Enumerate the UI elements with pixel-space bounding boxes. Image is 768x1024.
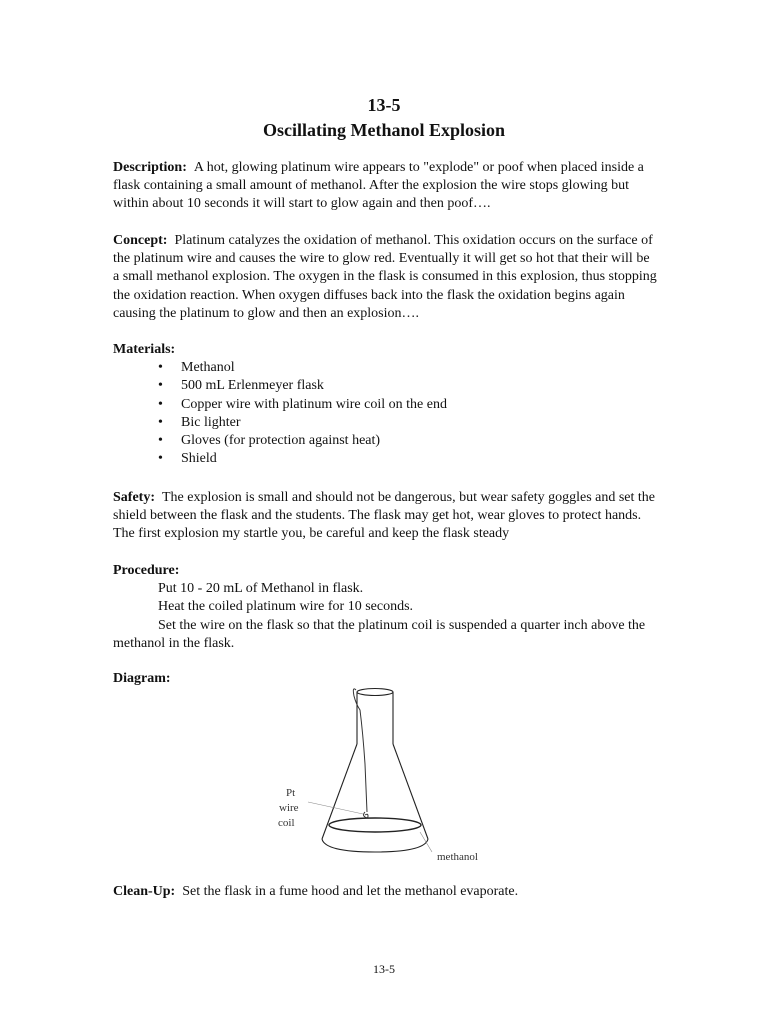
materials-label: Materials: [113,342,176,357]
materials-item: • Methanol [113,359,658,377]
concept-section [113,232,658,323]
materials-item: • Gloves (for protection against heat) [113,432,658,450]
description-label: Description: [113,160,187,175]
materials-list [113,359,658,468]
diagram-label-coil: coil [278,817,295,829]
diagram-label-methanol: methanol [437,851,478,863]
safety-section [113,489,658,544]
erlenmeyer-flask-drawing [322,689,428,853]
materials-item: • 500 mL Erlenmeyer flask [113,377,658,395]
procedure-section [113,562,658,653]
concept-label: Concept: [113,233,168,248]
materials-item: • Bic lighter [113,414,658,432]
safety-label: Safety: [113,490,155,505]
flask-diagram [270,684,478,864]
diagram-label-wire: wire [279,802,299,814]
diagram-label-pt: Pt [286,787,296,799]
procedure-label: Procedure: [113,563,180,578]
description-section [113,159,658,214]
page-footer-number: 13-5 [373,962,395,976]
concept-text: Platinum catalyzes the oxidation of methanol. This oxidation occurs on the surface of the platinum wire and causes the wire to glow red. Eventually it will get so hot that their will be a small methanol explosion. The oxygen in the flask is consumed in this explosion, thus stopping the oxidation reaction. When oxygen diffuses back into the flask the oxidation begins again causing the platinum to glow and then an explosion…. [113,233,657,321]
materials-item: • Shield [113,450,658,468]
safety-text: The explosion is small and should not be dangerous, but wear safety goggles and set the shield between the flask and the students. The flask may get hot, wear gloves to protect hands. The first explosion my startle you, be careful and keep the flask steady [113,490,656,542]
cleanup-text: Set the flask in a fume hood and let the methanol evaporate. [182,884,519,899]
procedure-step: Put 10 - 20 mL of Methanol in flask. [158,581,364,597]
description-text: A hot, glowing platinum wire appears to "explode" or poof when placed inside a flask containing a small amount of methanol. After the explosion the wire stops glowing but within about 10 seconds it will start to glow again and then poof…. [113,160,644,212]
procedure-step: Heat the coiled platinum wire for 10 seconds. [158,599,414,615]
materials-section [113,341,658,468]
cleanup-label: Clean-Up: [113,884,176,899]
copper-wire-drawing [353,689,368,818]
document-title: Oscillating Methanol Explosion [262,120,506,140]
cleanup-section [113,883,658,901]
procedure-step: Set the wire on the flask so that the platinum coil is suspended a quarter inch above the methanol in the flask. [113,617,646,651]
materials-item: • Copper wire with platinum wire coil on the end [113,396,658,414]
document-number: 13-5 [367,95,401,115]
diagram-label: Diagram: [113,671,171,686]
